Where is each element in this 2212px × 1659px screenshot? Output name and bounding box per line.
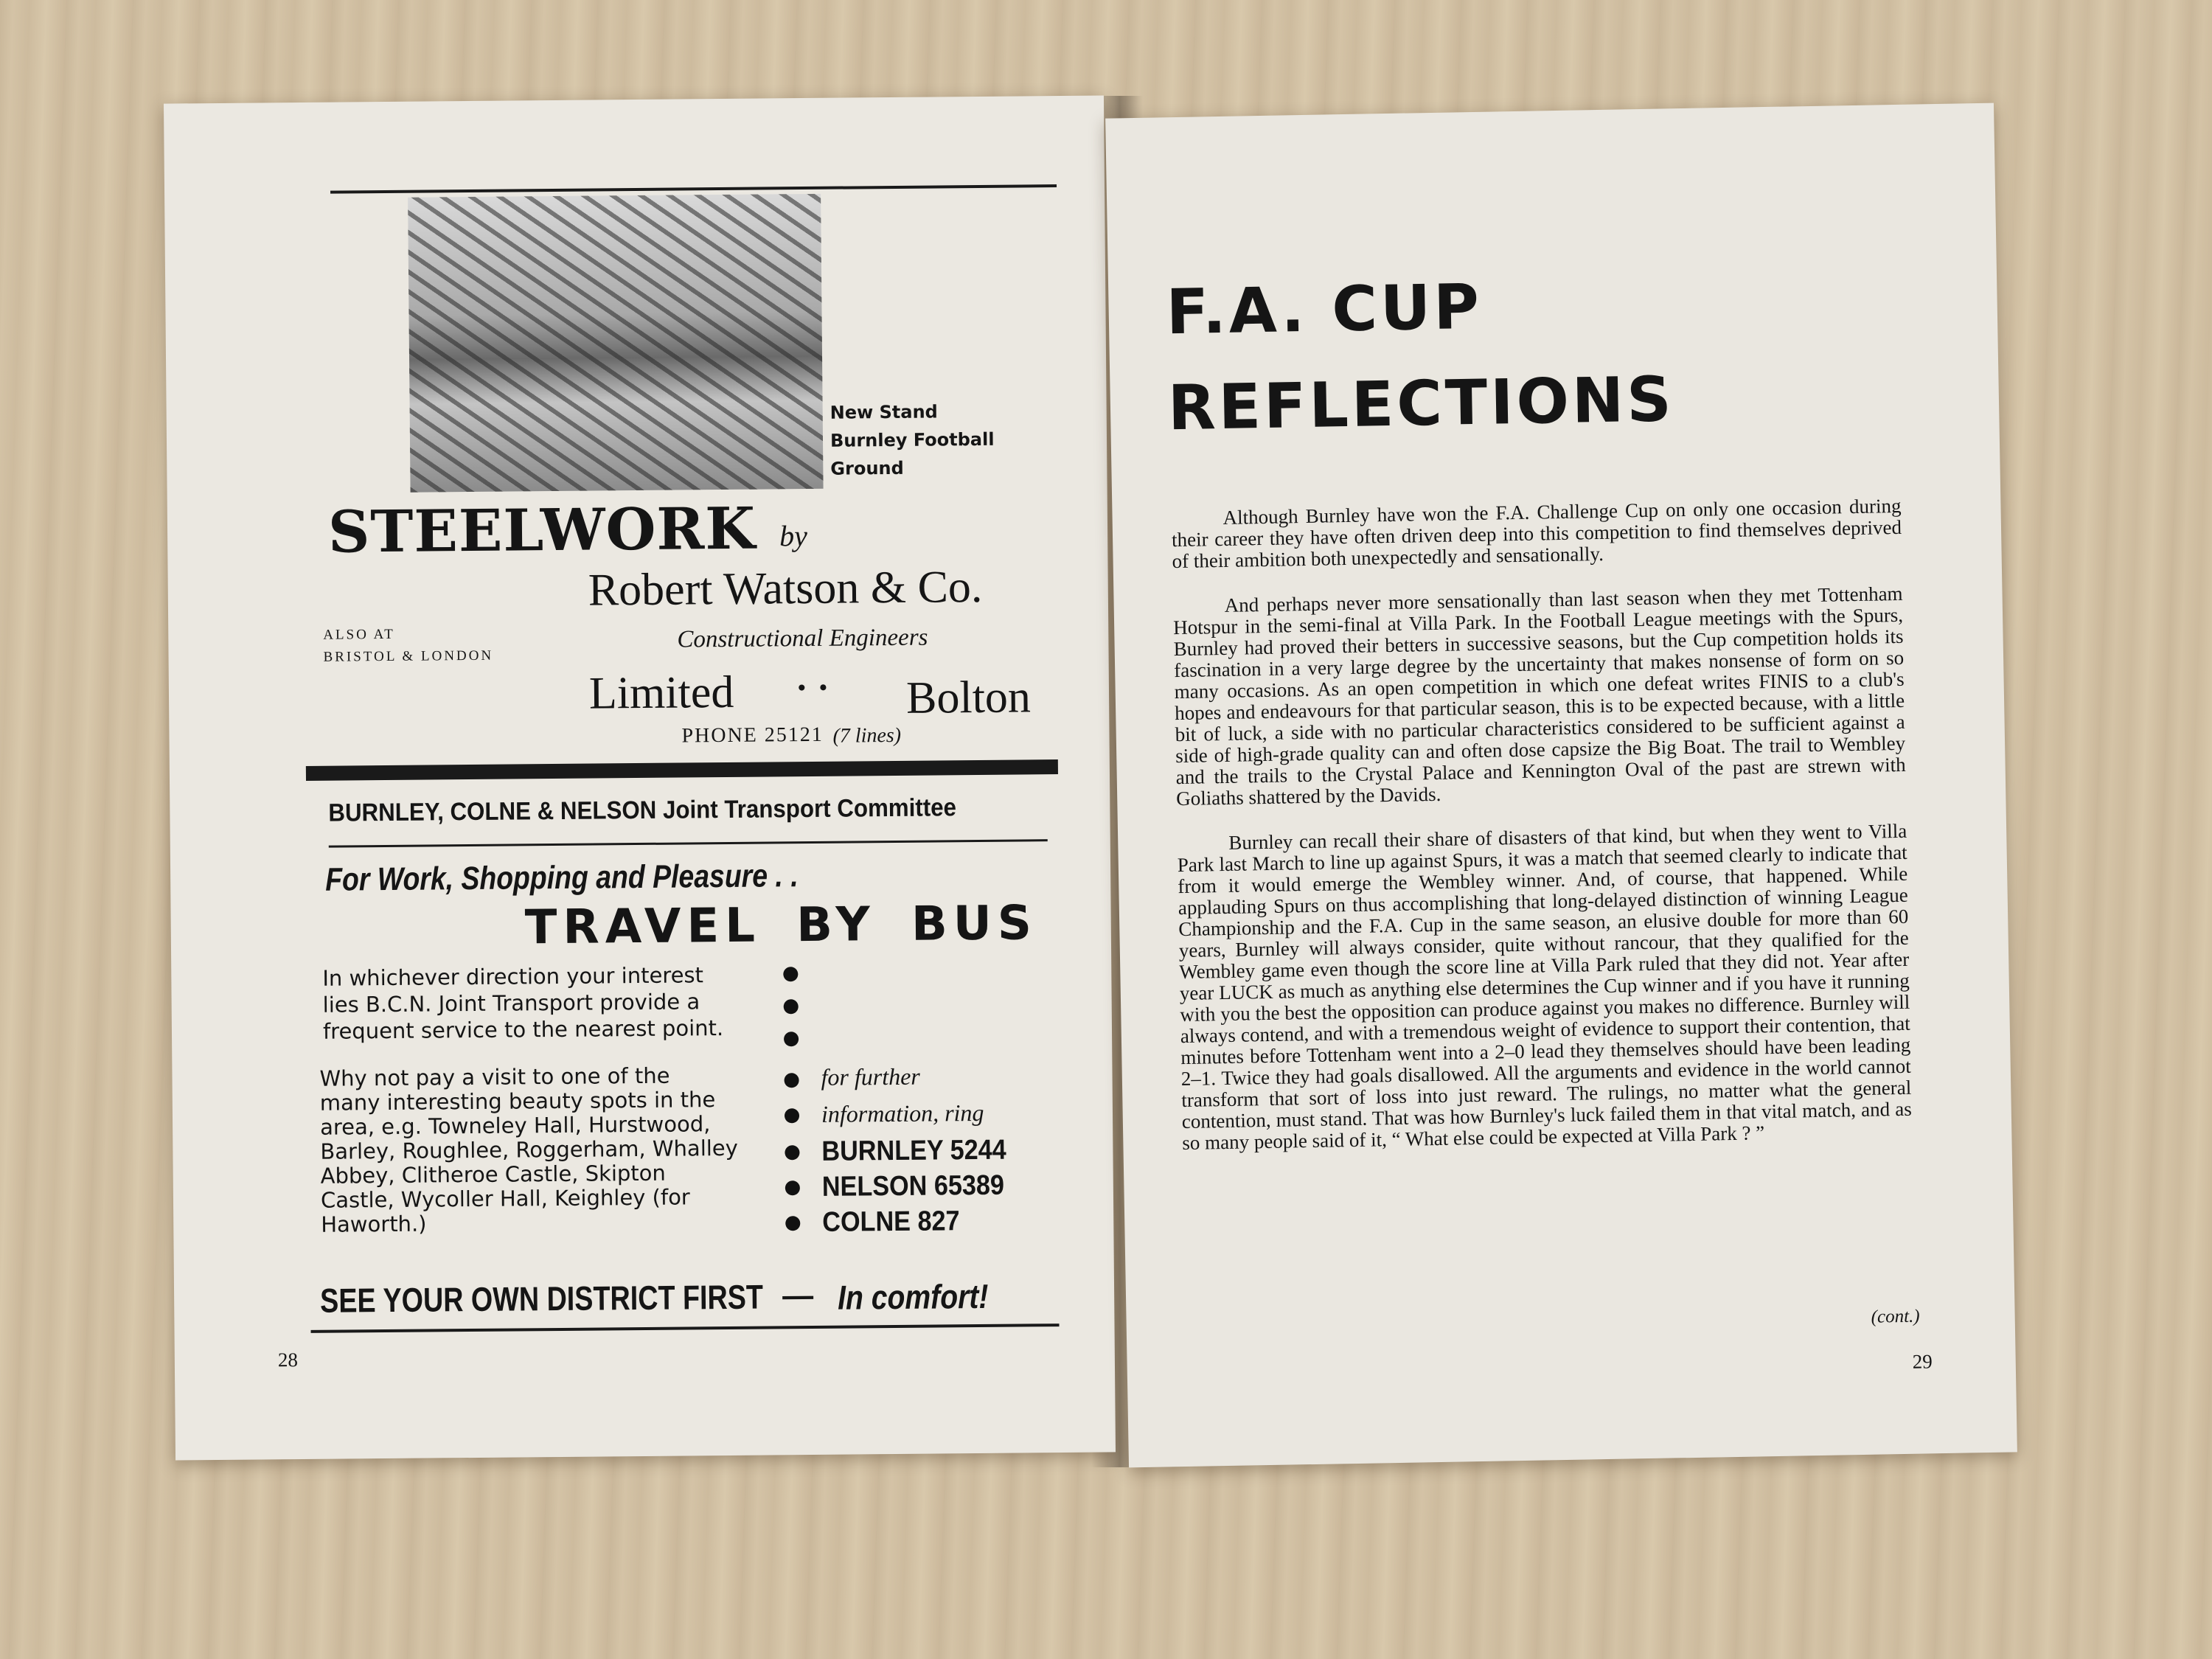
committee-name: BURNLEY, COLNE & NELSON Joint Transport Committee: [328, 793, 957, 827]
phone-label: PHONE 25121: [681, 723, 824, 748]
article-paragraph-2: And perhaps never more sensationally than last season when they met Tottenham Hotspur in the semi-final at Villa Park. In the Football League meetings with the Spurs, Burnley had proved their betters in successive seasons, but the Cup competition holds its fascination in a very large degree by the uncertainty that makes nonsense of form on so many occasions. As an open competition in which one defeat writes FINIS to a club's hopes and endeavours for that particular season, this is to be expected because, with a little bit of luck, a side with no particular characteristics considered to be sufficient against a side of high-grade quality can and often dose capsize the Big Boat. The trail to Wembley and the trails to the Crystal Palace and Kennington Oval of the past are strewn with Goliaths shattered by the Davids.: [1172, 582, 1906, 810]
separator-dots: · ·: [795, 666, 830, 709]
steelwork-by: by: [779, 519, 808, 553]
article-body: [1171, 495, 1912, 1154]
bullet-dot: [783, 967, 798, 981]
thick-divider: [306, 759, 1058, 781]
committee-rule: [329, 839, 1048, 848]
page-number-right: 29: [1912, 1350, 1933, 1373]
also-at-label: ALSO AT: [323, 626, 395, 643]
company-subtitle: Constructional Engineers: [677, 624, 928, 653]
article-paragraph-3: Burnley can recall their share of disasters of that kind, but when they went to Villa Park last March to line up against Spurs, it was a match that seemed clearly to indicate that from it would emerge the Wembley winner. And, of course, that happened. While applauding Spurs on thus accomplishing that long-delayed distinction of winning League Championship and the F.A. Cup in the same season, an elusive double for more than 60 years, Burnley will always consider, quite without rancour, that they qualified for the Wembley game even though the score line at Villa Park ruled that they did not. Year after year LUCK as much as anything else determines the Cup winner and if you have it running with you the best the opposition can produce against you makes no difference. Burnley will always contend, and with a tremendous weight of evidence to support their contention, that minutes before Tottenham went into a 2–0 lead they themselves should have been leading 2–1. Twice they had goals disallowed. All the arguments and evidence in the world cannot transform that sort of loss into just reward. The rulings, no matter what the general contention, must stand. That was how Burnley's luck failed them in that vital match, and as so many people said of it, “ What else could be expected at Villa Park ? ”: [1177, 819, 1912, 1155]
transport-para-2: Why not pay a visit to one of the many interesting beauty spots in the area, e.g. Towneley Hall, Hurstwood, Barley, Roughlee, Roggerham, Whalley Abbey, Clitheroe Castle, Skipton Castle, Wycoller Hall, Keighley (for Haworth.): [319, 1062, 739, 1237]
phone-colne: COLNE 827: [822, 1206, 960, 1238]
article-paragraph-1: Although Burnley have won the F.A. Challenge Cup on only one occasion during their career they have often driven deep into this competition to find themselves deprived of their ambition both unexpectedly and sensationally.: [1171, 494, 1902, 573]
transport-tagline: For Work, Shopping and Pleasure . .: [324, 858, 799, 898]
top-rule: [330, 184, 1057, 194]
bullet-dot: [784, 1032, 799, 1046]
limited-text: Limited: [588, 667, 734, 719]
footer-comfort: In comfort!: [837, 1276, 989, 1317]
bullet-dot: [785, 1145, 799, 1160]
photo-caption: New Stand Burnley Football Ground: [830, 401, 995, 479]
left-page: [164, 95, 1116, 1460]
continued-note: (cont.): [1871, 1306, 1920, 1327]
transport-para-1: In whichever direction your interest lies B.C.N. Joint Transport provide a frequent service to the nearest point.: [322, 962, 724, 1044]
travel-by-bus-headline: TRAVEL BY BUS: [524, 896, 1038, 956]
info-text-2: information, ring: [821, 1099, 984, 1127]
bullet-dot: [785, 1216, 800, 1231]
right-page: [1105, 103, 2017, 1468]
bullet-dot: [785, 1108, 799, 1123]
bullet-dot: [785, 1180, 800, 1195]
article-title-line-1: F.A. CUP: [1165, 270, 1483, 349]
steelwork-headline: STEELWORK: [327, 495, 757, 566]
bullet-dot: [784, 999, 799, 1014]
company-name: Robert Watson & Co.: [588, 561, 983, 616]
also-at-cities: BRISTOL & LONDON: [323, 647, 494, 665]
info-text-1: for further: [821, 1062, 920, 1091]
phone-burnley: BURNLEY 5244: [821, 1134, 1006, 1167]
phone-nelson: NELSON 65389: [821, 1169, 1005, 1203]
article-title-line-2: REFLECTIONS: [1167, 363, 1675, 445]
stand-photo: [408, 194, 823, 493]
footer-rule: [311, 1324, 1060, 1333]
footer-dash: —: [782, 1277, 814, 1313]
town-name: Bolton: [905, 672, 1032, 723]
phone-lines: (7 lines): [832, 723, 902, 748]
bullet-dot: [785, 1073, 799, 1088]
footer-slogan: SEE YOUR OWN DISTRICT FIRST: [319, 1277, 764, 1320]
page-number-left: 28: [277, 1349, 298, 1371]
